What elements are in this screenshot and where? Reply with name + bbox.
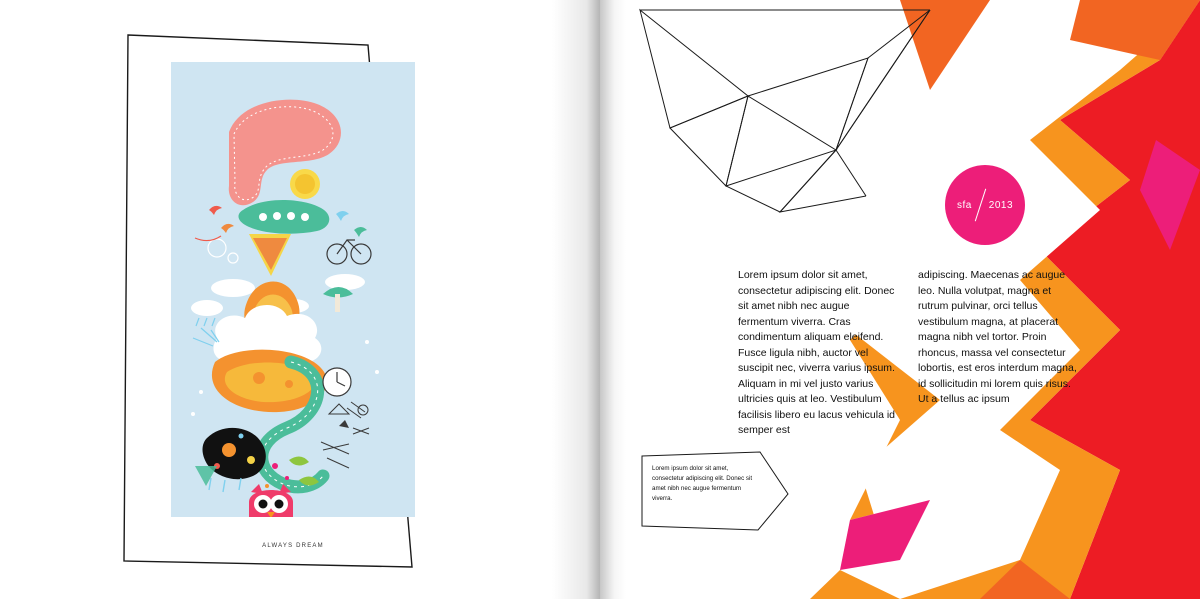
spread-gutter-shadow-right <box>600 0 626 599</box>
body-column-1: Lorem ipsum dolor sit amet, consectetur adipiscing elit. Donec sit amet nibh nec augue fermentum viverra. Cras condimentum aliquam eleifend. Fusce ligula nibh, auctor vel suscipit nec, viverra varius ipsum. Aliquam in mi vel justo varius ultricies quis at leo. Vestibulum facilisis libero eu lacus vehicula id semper est <box>738 269 895 437</box>
wireframe-polygon-sketch <box>630 0 960 240</box>
callout-box <box>640 450 790 534</box>
body-text-columns <box>738 268 1078 439</box>
badge-divider <box>975 189 986 222</box>
badge-right-text: 2013 <box>988 199 1014 211</box>
issue-badge <box>945 165 1025 245</box>
artwork-illustration <box>171 62 415 517</box>
artwork-caption: ALWAYS DREAM <box>262 543 324 549</box>
badge-left-text: sfa <box>956 199 972 211</box>
body-column-2: adipiscing. Maecenas ac augue leo. Nulla volutpat, magna et rutrum pulvinar, orci tellus vestibulum magna, at placerat magna nibh vel tortor. Proin rhoncus, massa vel consectetur lobortis, est eros interdum magna, id sollicitudin mi lorem quis risus. Ut a tellus ac ipsum <box>918 269 1077 406</box>
callout-text: Lorem ipsum dolor sit amet, consectetur adipiscing elit. Donec sit amet nibh nec augue fermentum viverra. <box>652 465 753 503</box>
right-page <box>600 0 1200 599</box>
spread-gutter-shadow-left <box>552 0 600 599</box>
